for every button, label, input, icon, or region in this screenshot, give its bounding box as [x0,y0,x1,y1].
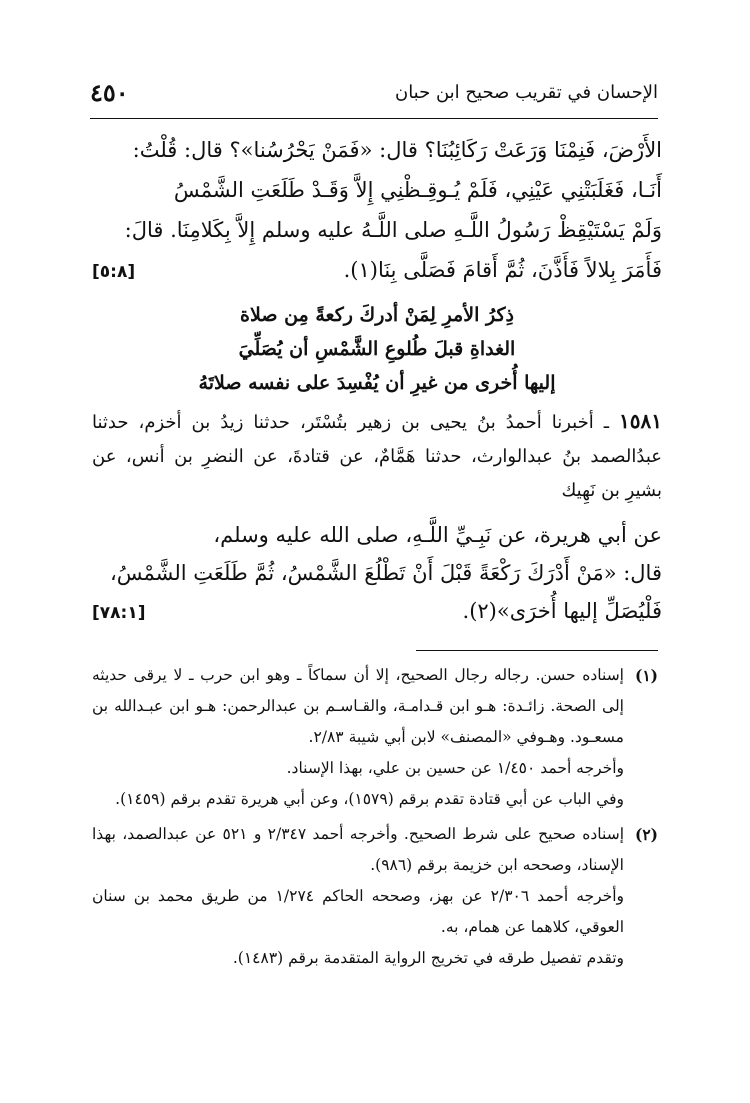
footnote-text: وأخرجه أحمد ١/٤٥٠ عن حسين بن علي، بهذا الإسناد. [286,759,624,777]
footnote-text: وأخرجه أحمد ٢/٣٠٦ عن بهز، وصححه الحاكم ١/٢٧٤ من طريق محمد بن سنان العوقي، كلاهما عن همام، به. [92,887,625,936]
footnote-body [92,660,624,815]
footnote-body [92,819,624,974]
matn-line-with-ref [92,592,662,632]
footnote-text: وفي الباب عن أبي قتادة تقدم برقم (١٥٧٩)، وعن أبي هريرة تقدم برقم (١٤٥٩). [115,790,624,808]
footnote-divider [416,650,658,651]
text-line: أَنَـا، فَغَلَبَتْنِي عَيْنِي، فَلَمْ يُـوقِـظْنِي إِلاَّ وَقَـدْ طَلَعَتِ الشَّمْسُ [173,178,662,202]
reference-marker: [٧٨:١] [92,603,146,623]
page-header [90,74,658,119]
hadith-number: ١٥٨١ [619,409,662,433]
text-line: الأَرْضَ، فَنِمْنَا وَرَعَتْ رَكَائِبُنَا؟ قال: «فَمَنْ يَحْرُسُنا»؟ قال: قُلْتُ: [132,138,662,162]
matn-line: فَلْيُصَلِّ إليها أُخرَى»(٢). [462,599,662,623]
heading-line: إليها أُخرى من غيرِ أن يُفْسِدَ على نفسه صلاتَهُ [198,372,556,394]
footnote-2 [92,819,658,974]
reference-marker: [٥:٨] [92,262,136,282]
text-line: وَلَمْ يَسْتَيْقِظْ رَسُولُ اللَّـهِ صلى اللَّـهُ عليه وسلم إِلاَّ بِكَلامِنَا. قالَ: [124,218,662,242]
isnad-text: ـ أخبرنا أحمدُ بنُ يحيى بن زهير بتُسْتَر، حدثنا زيدُ بن أخزم، حدثنا عبدُالصمد بنُ عبدالوارث، حدثنا هَمَّامٌ، عن قتادةَ، عن النضرِ بن أنس، عن بشيرِ بن نَهِيك [92,412,662,501]
text-line: فَأَمَرَ بِلالاً فَأَذَّنَ، ثُمَّ أَقامَ فَصَلَّى بِنَا(١). [343,258,662,282]
hadith-matn [92,516,662,632]
footnote-text: إسناده حسن. رجاله رجال الصحيح، إلا أن سماكاً ـ وهو ابن حرب ـ لا يرقى حديثه إلى الصحة. زائـدة: هـو ابن قـدامـة، والقـاسـم بن عبدالرحمن: هـو ابن عبـدالله بن مسعـود. وهـوفي «المصنف» لابن أبي شيبة ٢/٨٣. [92,666,624,746]
footnote-number: (١) [634,666,658,685]
footnote-1 [92,660,658,815]
text-line-with-ref [92,250,662,292]
running-title: الإحسان في تقريب صحيح ابن حبان [394,82,658,103]
footnote-text: وتقدم تفصيل طرقه في تخريج الرواية المتقدمة برقم (١٤٨٣). [232,949,624,967]
heading-line: الغداةِ قبلَ طُلوعِ الشَّمْسِ أن يُصَلِّيَ [238,338,516,360]
hadith-isnad [92,404,662,508]
matn-line: عن أبي هريرة، عن نَبِـيِّ اللَّـهِ، صلى الله عليه وسلم، [213,523,662,547]
footnote-text: إسناده صحيح على شرط الصحيح. وأخرجه أحمد ٢/٣٤٧ و ٥٢١ عن عبدالصمد، بهذا الإسناد، وصححه ابن خزيمة برقم (٩٨٦). [92,825,624,874]
chapter-heading [92,298,662,400]
footnotes [92,660,658,978]
footnote-number: (٢) [634,825,658,844]
heading-line: ذِكرُ الأمرِ لِمَنْ أدركَ ركعةً مِن صلاة [240,304,514,326]
page-number: ٤٥٠ [90,78,129,107]
matn-line: قال: «مَنْ أَدْرَكَ رَكْعَةً قَبْلَ أَنْ تَطْلُعَ الشَّمْسُ، ثُمَّ طَلَعَتِ الشَّمْسُ، [109,561,662,585]
main-text [92,130,662,632]
